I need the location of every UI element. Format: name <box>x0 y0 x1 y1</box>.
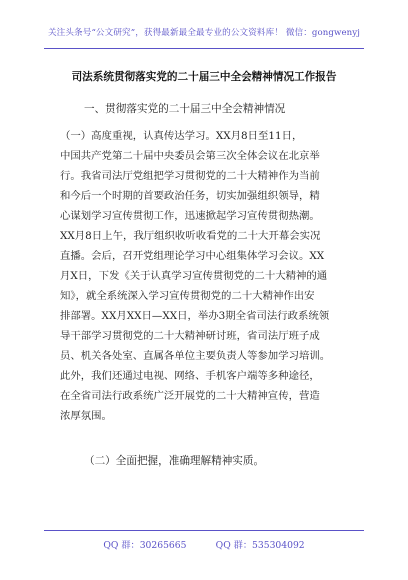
body-line: 在全省司法行政系统广泛开展党的二十大精神宣传，营造 <box>60 390 320 402</box>
body-line: 心谋划学习宣传贯彻工作，迅速掀起学习宣传贯彻热潮。 <box>60 210 320 222</box>
document-title: 司法系统贯彻落实党的二十届三中全会精神情况工作报告 <box>71 71 337 83</box>
body-line: 中国共产党第二十届中央委员会第三次全体会议在北京举 <box>60 150 320 162</box>
body-line: XX月8日上午，我厅组织收听收看党的二十大开幕会实况 <box>60 230 321 242</box>
section-heading: 一、贯彻落实党的二十届三中全会精神情况 <box>84 103 286 115</box>
sub-heading: （二）全面把握，准确理解精神实质。 <box>84 455 265 467</box>
body-line: 行。我省司法厅党组把学习贯彻党的二十大精神作为当前 <box>60 170 320 182</box>
body-line: 员、机关各处室、直属各单位主要负责人等参加学习培训。 <box>60 350 331 362</box>
body-line: 直播。会后，召开党组理论学习中心组集体学习会议。XX <box>60 250 325 262</box>
body-line: 月X日，下发《关于认真学习宣传贯彻党的二十大精神的通 <box>60 270 328 282</box>
body-line: 浓厚氛围。 <box>60 410 112 422</box>
body-line: 导干部学习贯彻党的二十大精神研讨班，省司法厅班子成 <box>60 330 320 342</box>
header-divider <box>44 48 364 49</box>
body-line: 知》，就全系统深入学习宣传贯彻党的二十大精神作出安 <box>60 290 315 302</box>
body-paragraph <box>60 126 350 426</box>
qq-group-footer: QQ 群：30265665 QQ 群：535304092 <box>103 540 305 551</box>
body-line: 排部署。XX月XX日—XX日，举办3期全省司法行政系统领 <box>60 310 330 322</box>
body-line: （一）高度重视，认真传达学习。XX月8日至11日， <box>60 130 303 142</box>
promo-header: 关注头条号“公文研究”，获得最新最全最专业的公文资料库！ 微信：gongwenyj <box>47 28 361 38</box>
footer-divider <box>44 530 364 531</box>
body-line: 和今后一个时期的首要政治任务，切实加强组织领导，精 <box>60 190 320 202</box>
body-line: 此外，我们还通过电视、网络、手机客户端等多种途径， <box>60 370 320 382</box>
